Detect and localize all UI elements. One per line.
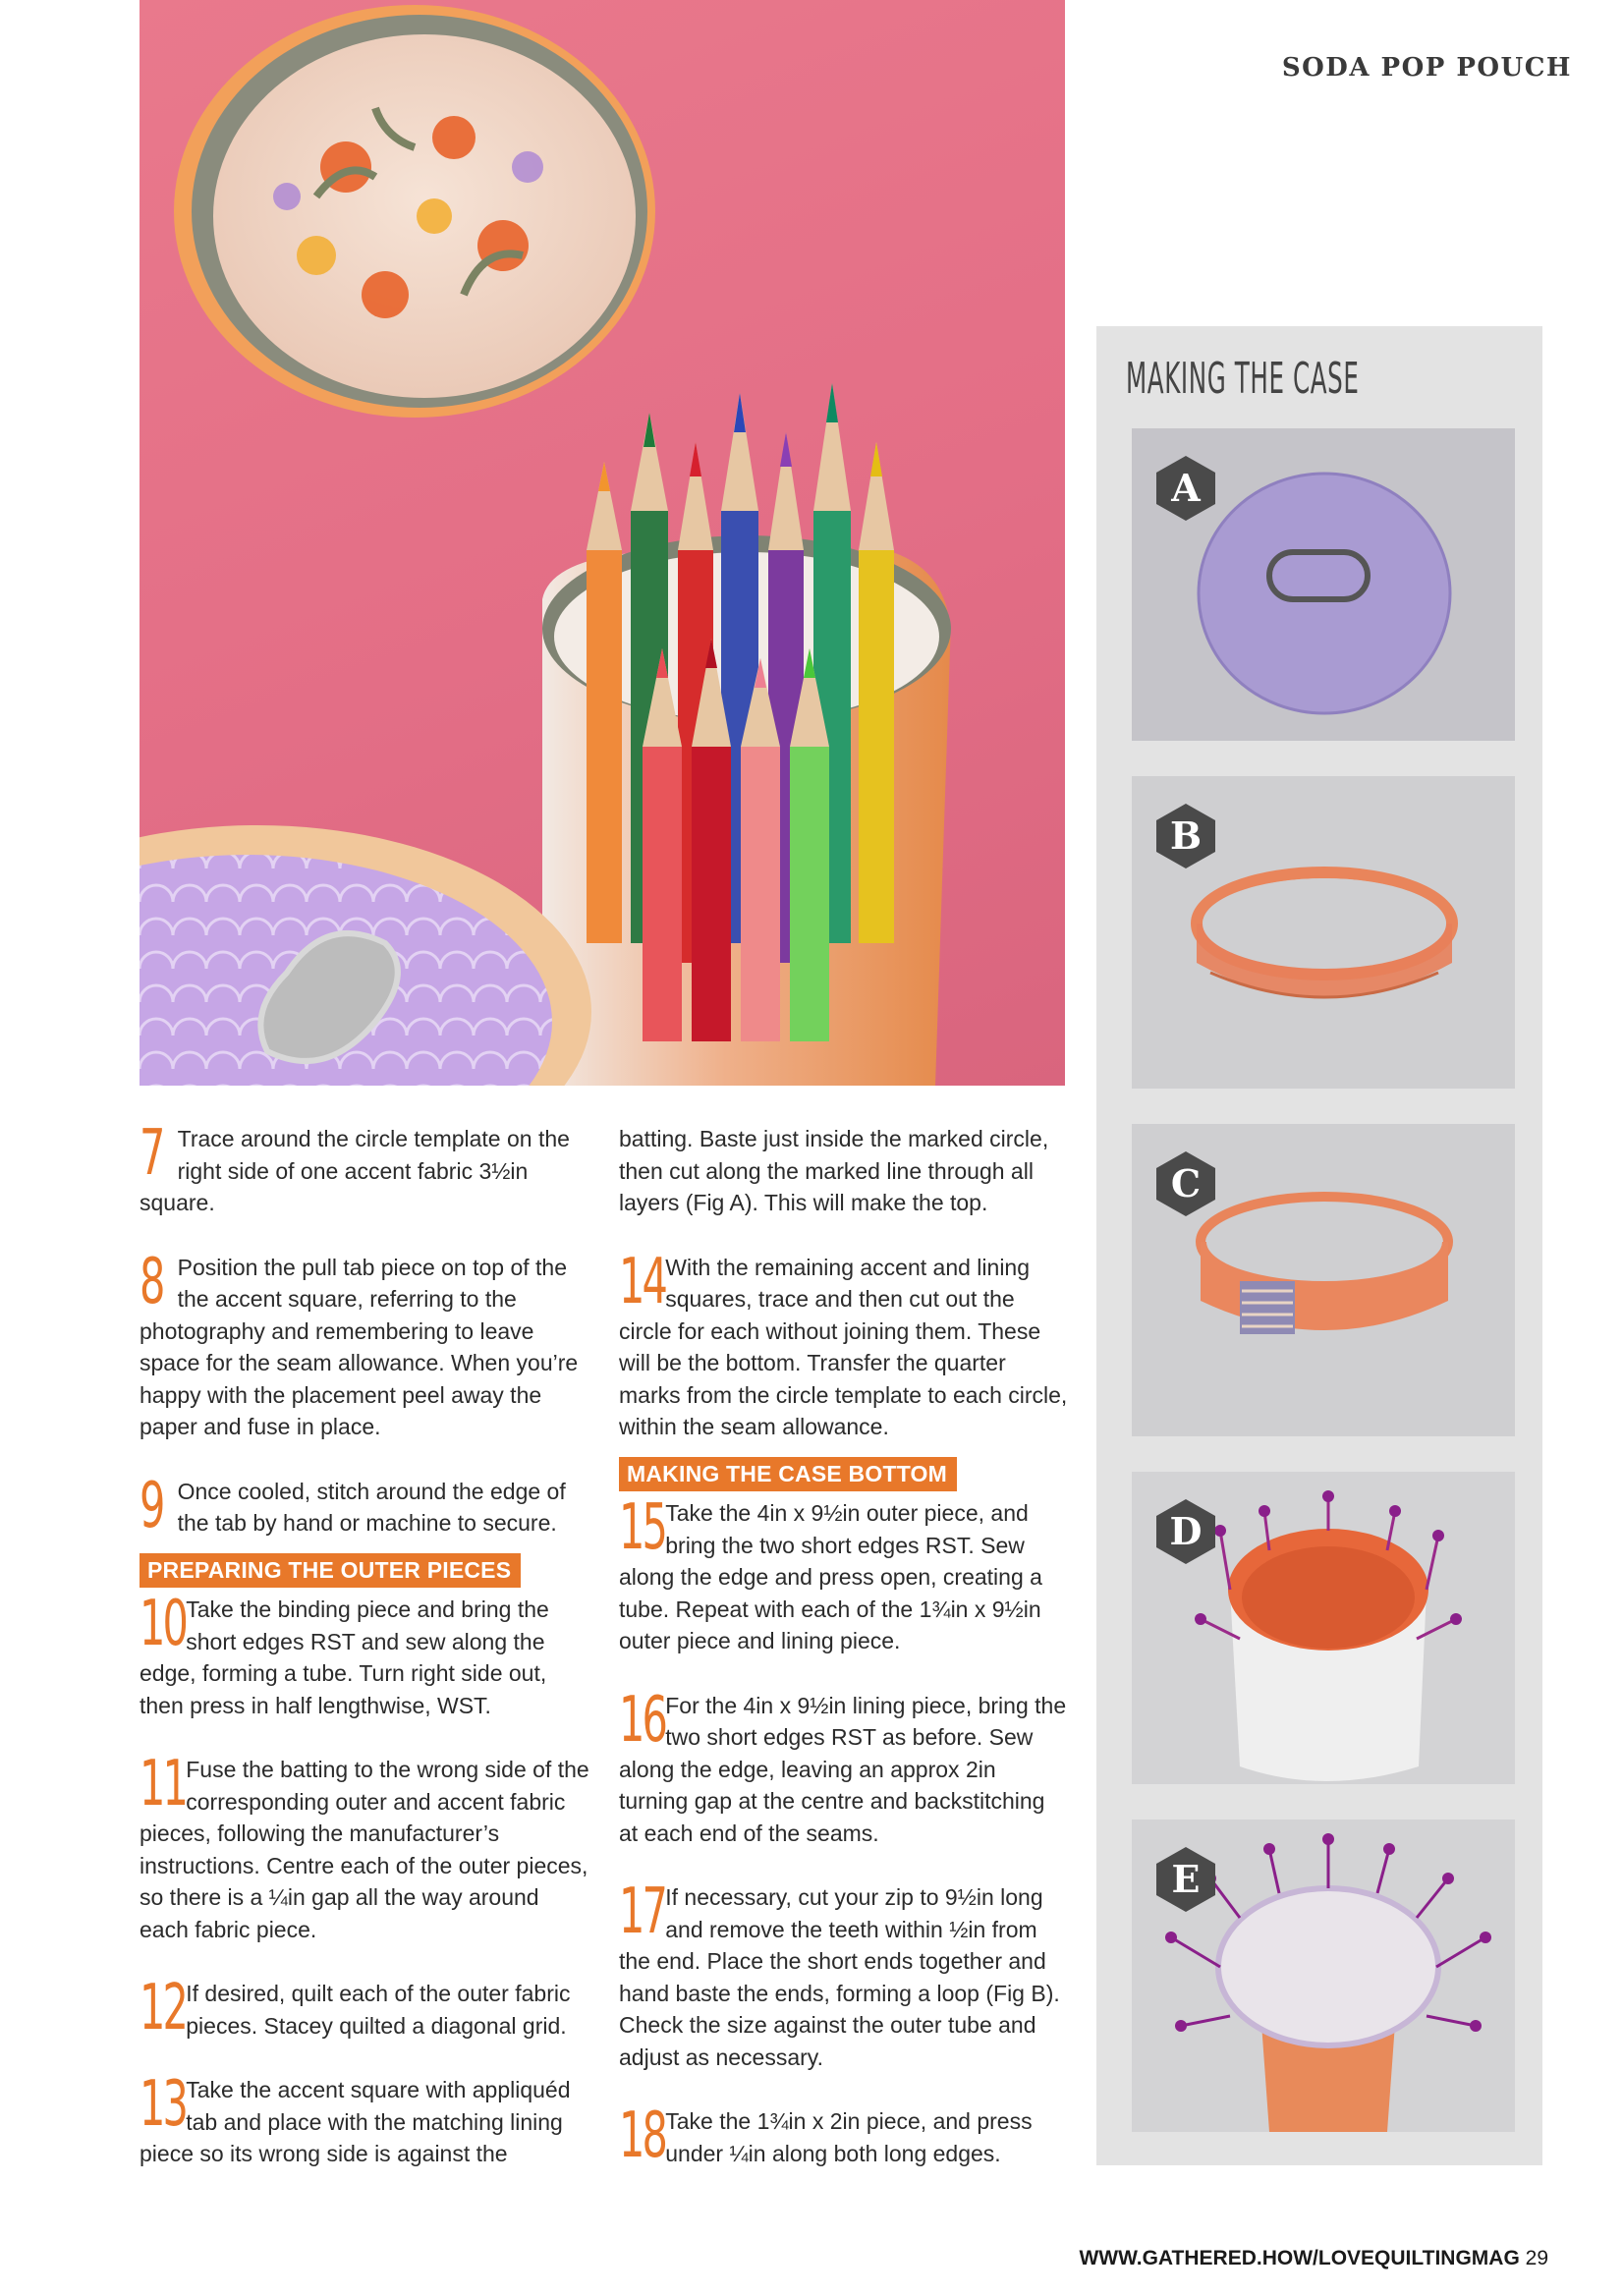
- step-number: 14: [619, 1245, 665, 1318]
- fig-c-photo: [1132, 1124, 1515, 1436]
- making-the-case-sidebar: [1096, 326, 1542, 2165]
- step-text: For the 4in x 9½in lining piece, bring the two short edges RST as before. Sew along the edge, leaving an approx 2in turning gap at the centre and backstitching at each end of the seams.: [619, 1692, 1067, 1846]
- step-10: [140, 1588, 589, 1721]
- step-13-continued: [619, 1123, 1069, 1219]
- fig-c-label: C: [1151, 1149, 1220, 1218]
- step-number: 7: [140, 1117, 163, 1190]
- fig-d-photo: [1132, 1472, 1515, 1784]
- fig-b-label: B: [1151, 802, 1220, 870]
- left-text-column: [140, 1117, 589, 2203]
- fig-e-photo: [1132, 1820, 1515, 2132]
- step-number: 8: [140, 1245, 163, 1318]
- fig-a-photo: [1132, 428, 1515, 741]
- step-text: Take the accent square with appliquéd tab and place with the matching lining piece so its wrong side is against the: [140, 2077, 571, 2166]
- step-7: [140, 1117, 589, 1219]
- page-header-title: SODA POP POUCH: [1281, 53, 1572, 83]
- step-text: If desired, quilt each of the outer fabric pieces. Stacey quilted a diagonal grid.: [186, 1981, 571, 2039]
- step-number: 9: [140, 1469, 163, 1542]
- step-14: [619, 1245, 1069, 1443]
- step-text: Take the 4in x 9½in outer piece, and bring the two short edges RST. Sew along the edge and press open, creating a tube. Repeat with each of the 1¾in x 9½in outer piece and lining piece.: [619, 1500, 1042, 1653]
- step-text: Take the 1¾in x 2in piece, and press under ¼in along both long edges.: [665, 2108, 1033, 2166]
- footer-url[interactable]: WWW.GATHERED.HOW/LOVEQUILTINGMAG: [1079, 2247, 1520, 2269]
- section-heading-case-bottom: MAKING THE CASE BOTTOM: [619, 1457, 957, 1492]
- page-footer: [1079, 2247, 1548, 2270]
- step-number: 13: [140, 2068, 186, 2141]
- step-number: 15: [619, 1491, 665, 1564]
- step-text: With the remaining accent and lining squares, trace and then cut out the circle for each without joining them. These will be the bottom. Transfer the quarter marks from the circle template to each circle, within the seam allowance.: [619, 1254, 1068, 1439]
- step-text: batting. Baste just inside the marked circle, then cut along the marked line through all layers (Fig A). This will make the top.: [619, 1126, 1049, 1215]
- step-text: Position the pull tab piece on top of the the accent square, referring to the photography and remembering to leave space for the seam allowance. When you’re happy with the placement peel away the paper and fuse in place.: [140, 1254, 579, 1439]
- page-number: 29: [1525, 2247, 1548, 2269]
- step-15: [619, 1491, 1069, 1657]
- fig-b-photo: [1132, 776, 1515, 1089]
- step-number: 11: [140, 1748, 186, 1820]
- step-number: 12: [140, 1972, 186, 2044]
- step-number: 10: [140, 1588, 186, 1660]
- step-11: [140, 1748, 589, 1945]
- step-number: 18: [619, 2100, 665, 2172]
- step-16: [619, 1683, 1069, 1850]
- step-text: If necessary, cut your zip to 9½in long and remove the teeth within ½in from the end. Place the short ends together and hand baste the ends, forming a loop (Fig B). Check the size against the outer tube and adjust as necessary.: [619, 1884, 1060, 2070]
- step-8: [140, 1245, 589, 1443]
- fig-d-label: D: [1151, 1497, 1220, 1566]
- step-text: Trace around the circle template on the right side of one accent fabric 3½in square.: [140, 1126, 570, 1215]
- step-13: [140, 2068, 589, 2170]
- step-9: [140, 1469, 589, 1542]
- step-17: [619, 1876, 1069, 2073]
- step-text: Once cooled, stitch around the edge of the tab by hand or machine to secure.: [177, 1478, 566, 1536]
- step-text: Fuse the batting to the wrong side of the corresponding outer and accent fabric pieces, following the manufacturer’s instructions. Centre each of the outer pieces, so there is a ¼in gap all the way around each fabric piece.: [140, 1757, 589, 1942]
- hero-photo: [140, 0, 1065, 1086]
- step-number: 17: [619, 1876, 665, 1948]
- fig-e-label: E: [1151, 1845, 1220, 1914]
- step-number: 16: [619, 1683, 665, 1757]
- right-text-column: [619, 1123, 1069, 2202]
- step-text: Take the binding piece and bring the short edges RST and sew along the edge, forming a tube. Turn right side out, then press in half lengthwise, WST.: [140, 1596, 549, 1718]
- step-12: [140, 1972, 589, 2044]
- sidebar-title: MAKING THE CASE: [1126, 354, 1360, 404]
- fig-a-label: A: [1151, 454, 1220, 523]
- step-18: [619, 2100, 1069, 2172]
- section-heading-outer-pieces: PREPARING THE OUTER PIECES: [140, 1553, 521, 1589]
